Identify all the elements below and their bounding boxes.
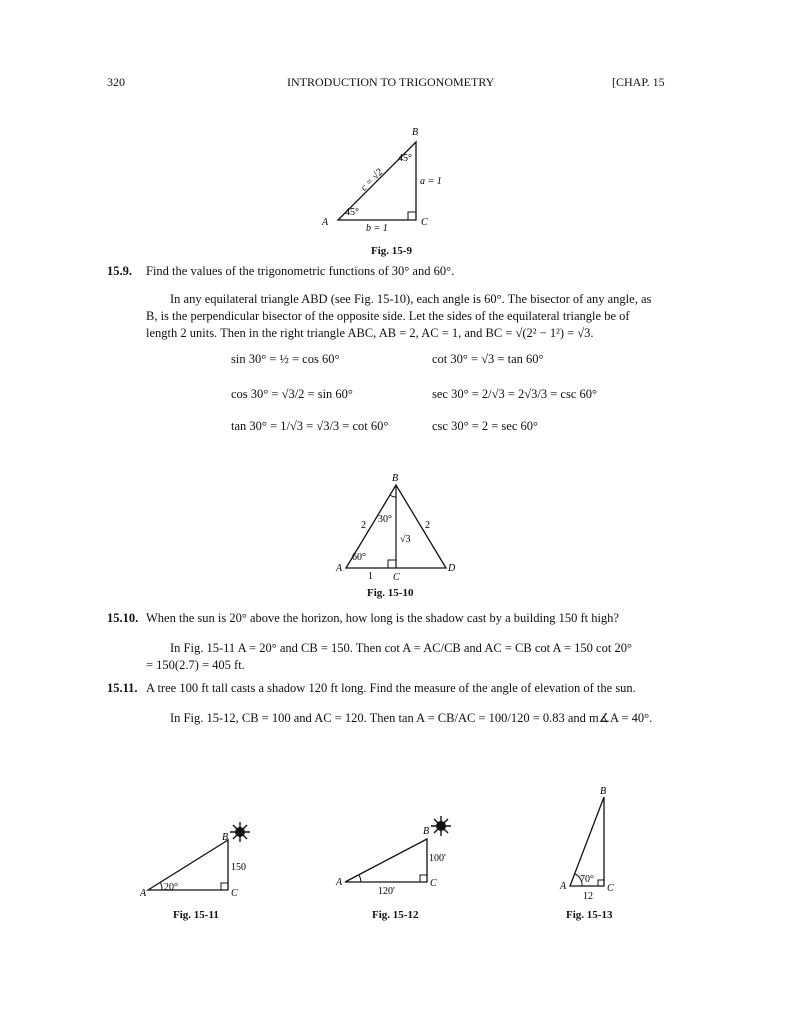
fig-15-13-caption: Fig. 15-13 — [566, 909, 613, 921]
eq-csc-30: csc 30° = 2 = sec 60° — [432, 419, 539, 433]
fig-15-9-vertex-c: C — [421, 217, 428, 228]
fig-15-9-angle-a: 45° — [345, 207, 359, 218]
eq-cos-30: cos 30° = √3/2 = sin 60° — [231, 387, 353, 401]
fig-15-9-diagram — [318, 122, 458, 234]
fig-15-10-angle-a: 60° — [352, 552, 366, 563]
fig-15-11-side-cb: 150 — [231, 862, 246, 873]
problem-15-11-question: A tree 100 ft tall casts a shadow 120 ft long. Find the measure of the angle of elevation of the sun. — [146, 681, 636, 695]
fig-15-10-caption: Fig. 15-10 — [367, 587, 414, 599]
fig-15-13-vertex-b: B — [600, 786, 607, 797]
fig-15-12-side-cb: 100' — [429, 853, 446, 864]
fig-15-13-vertex-a: A — [560, 881, 567, 892]
eq-cot-30: cot 30° = √3 = tan 60° — [432, 352, 544, 366]
problem-15-9-line2: B, is the perpendicular bisector of the opposite side. Let the sides of the equilateral triangle be of — [146, 309, 630, 323]
fig-15-10-base-half: 1 — [368, 571, 373, 582]
eq-sin-30: sin 30° = ½ = cos 60° — [231, 352, 340, 366]
fig-15-12-caption: Fig. 15-12 — [372, 909, 419, 921]
eq-tan-30: tan 30° = 1/√3 = √3/3 = cot 60° — [231, 419, 389, 433]
fig-15-12-vertex-c: C — [430, 878, 437, 889]
fig-15-12-diagram — [333, 812, 463, 902]
fig-15-9-caption: Fig. 15-9 — [371, 245, 412, 257]
fig-15-13-side-ac: 12 — [583, 891, 593, 902]
sun-icon — [431, 816, 451, 836]
fig-15-9-side-c: c = √2 — [358, 166, 386, 194]
fig-15-10-angle-b: 30° — [378, 514, 392, 525]
problem-15-10-number: 15.10. — [107, 611, 139, 625]
fig-15-11-angle-a: 20° — [164, 882, 178, 893]
fig-15-9-vertex-b: B — [412, 127, 419, 138]
fig-15-12-side-ac: 120' — [378, 886, 395, 897]
fig-15-9-angle-b: 45° — [398, 153, 412, 164]
fig-15-10-vertex-b: B — [392, 473, 399, 484]
problem-15-10-line1: In Fig. 15-11 A = 20° and CB = 150. Then cot A = AC/CB and AC = CB cot A = 150 cot 20° — [170, 641, 632, 655]
page-number: 320 — [107, 75, 125, 89]
fig-15-12-vertex-b: B — [423, 826, 430, 837]
fig-15-9-vertex-a: A — [322, 217, 329, 228]
running-title: INTRODUCTION TO TRIGONOMETRY — [287, 75, 495, 89]
fig-15-9-side-a: a = 1 — [420, 176, 442, 187]
chapter-label: [CHAP. 15 — [612, 75, 665, 89]
fig-15-11-caption: Fig. 15-11 — [173, 909, 219, 921]
problem-15-9-question: Find the values of the trigonometric functions of 30° and 60°. — [146, 264, 455, 278]
fig-15-11-vertex-c: C — [231, 888, 238, 899]
fig-15-10-vertex-a: A — [336, 563, 343, 574]
sun-icon — [230, 822, 250, 842]
problem-15-10-line2: = 150(2.7) = 405 ft. — [146, 658, 245, 672]
fig-15-13-angle-a: 70° — [580, 874, 594, 885]
fig-15-10-diagram — [330, 470, 465, 585]
fig-15-13-diagram — [558, 782, 628, 907]
eq-sec-30: sec 30° = 2/√3 = 2√3/3 = csc 60° — [432, 387, 597, 401]
fig-15-10-vertex-c: C — [393, 572, 400, 583]
fig-15-11-vertex-b: B — [222, 832, 229, 843]
problem-15-10-question: When the sun is 20° above the horizon, how long is the shadow cast by a building 150 ft high? — [146, 611, 619, 625]
fig-15-10-side-left: 2 — [361, 520, 366, 531]
problem-15-9-line1: In any equilateral triangle ABD (see Fig. 15-10), each angle is 60°. The bisector of any angle, as — [170, 292, 652, 306]
problem-15-11-number: 15.11. — [107, 681, 138, 695]
fig-15-11-diagram — [140, 818, 270, 903]
problem-15-9-line3: length 2 units. Then in the right triangle ABC, AB = 2, AC = 1, and BC = √(2² − 1²) = √3. — [146, 326, 594, 340]
fig-15-10-altitude: √3 — [400, 534, 411, 545]
fig-15-12-vertex-a: A — [336, 877, 343, 888]
fig-15-9-side-b: b = 1 — [366, 223, 388, 234]
problem-15-9-number: 15.9. — [107, 264, 132, 278]
problem-15-11-line1: In Fig. 15-12, CB = 100 and AC = 120. Then tan A = CB/AC = 100/120 = 0.83 and m∡A = 40°. — [170, 711, 653, 725]
fig-15-10-side-right: 2 — [425, 520, 430, 531]
fig-15-10-vertex-d: D — [448, 563, 456, 574]
fig-15-13-vertex-c: C — [607, 883, 614, 894]
fig-15-11-vertex-a: A — [140, 888, 147, 899]
